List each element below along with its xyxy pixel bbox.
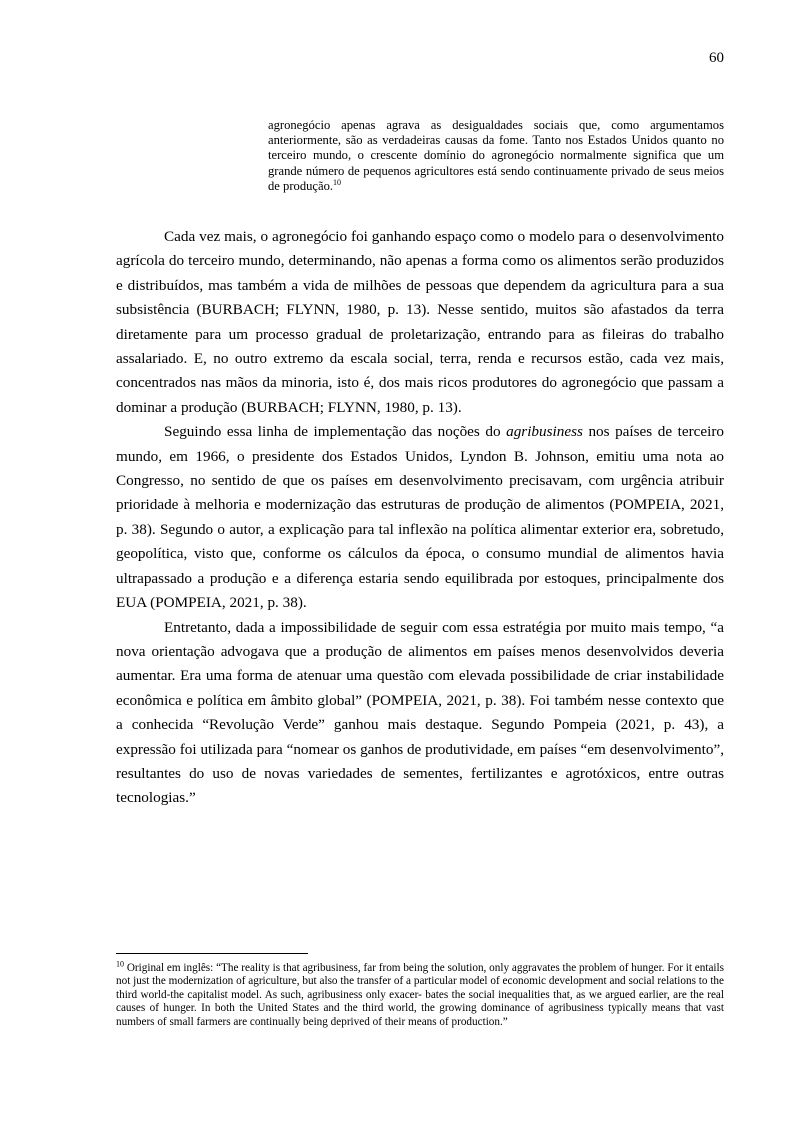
- paragraph-3: Entretanto, dada a impossibilidade de seguir com essa estratégia por muito mais tempo, “a nova orientação advogava que a produção de alimentos em países menos desenvolvidos deveria aumentar. Era uma forma de atenuar uma questão com elevada possibilidade de criar instabilidade econômica e política em âmbito global” (POMPEIA, 2021, p. 38). Foi também nesse contexto que a conhecida “Revolução Verde” ganhou mais destaque. Segundo Pompeia (2021, p. 43), a expressão foi utilizada para “nomear os ganhos de produtividade, em países “em desenvolvimento”, resultantes do uso de novas variedades de sementes, fertilizantes e agrotóxicos, entre outras tecnologias.”: [116, 618, 724, 807]
- block-quote-text: agronegócio apenas agrava as desigualdades sociais que, como argumentamos anteriormente, são as verdadeiras causas da fome. Tanto nos Estados Unidos quanto no terceiro mundo, o crescente domínio do agronegócio normalmente significa que um grande número de pequenos agricultores está sendo continuamente privado de seus meios de produção.: [268, 118, 724, 193]
- footnote-text: Original em inglês: “The reality is that agribusiness, far from being the solution, only aggravates the problem of hunger. For it entails not just the modernization of agriculture, but also the transfer of a particular model of economic development and social relations to the third world-the capitalist model. As such, agribusiness only exacer- bates the social inequalities that, as we argued earlier, are the real causes of hunger. In both the United States and the third world, the growing dominance of agribusiness typically means that vast numbers of small farmers are continually being deprived of their means of production.”: [116, 962, 724, 1028]
- body-text: [116, 225, 724, 811]
- footnote-separator: [116, 953, 308, 954]
- footnote-reference: 10: [333, 177, 342, 187]
- paragraph-2-before: Seguindo essa linha de implementação das noções do: [164, 423, 507, 441]
- paragraph-1: Cada vez mais, o agronegócio foi ganhando espaço como o modelo para o desenvolvimento agrícola do terceiro mundo, determinando, não apenas a forma como os alimentos serão produzidos e distribuídos, mas também a vida de milhões de pessoas que dependem da agricultura para a sua subsistência (BURBACH; FLYNN, 1980, p. 13). Nesse sentido, muitos são afastados da terra diretamente para um processo gradual de proletarização, entrando para as fileiras do trabalho assalariado. E, no outro extremo da escala social, terra, renda e recursos estão, cada vez mais, concentrados nas mãos da minoria, isto é, dos mais ricos produtores do agronegócio que passam a dominar a produção (BURBACH; FLYNN, 1980, p. 13).: [116, 228, 724, 416]
- footnote-number: 10: [116, 959, 124, 969]
- footnote: [116, 959, 724, 1029]
- paragraph-2: [116, 420, 724, 615]
- paragraph-2-after: nos países de terceiro mundo, em 1966, o presidente dos Estados Unidos, Lyndon B. Johnson, emitiu uma nota ao Congresso, no sentido de que os países em desenvolvimento precisavam, com urgência atribuir prioridade à melhoria e modernização das estruturas de produção de alimentos (POMPEIA, 2021, p. 38). Segundo o autor, a explicação para tal inflexão na política alimentar exterior era, sobretudo, geopolítica, visto que, conforme os cálculos da época, o consumo mundial de alimentos havia ultrapassado a produção e a diferença estaria sendo equilibrada por estoques, principalmente dos EUA (POMPEIA, 2021, p. 38).: [116, 423, 724, 612]
- paragraph-2-italic-term: agribusiness: [506, 423, 583, 441]
- block-quote: [268, 118, 724, 194]
- page-number: 60: [709, 50, 724, 66]
